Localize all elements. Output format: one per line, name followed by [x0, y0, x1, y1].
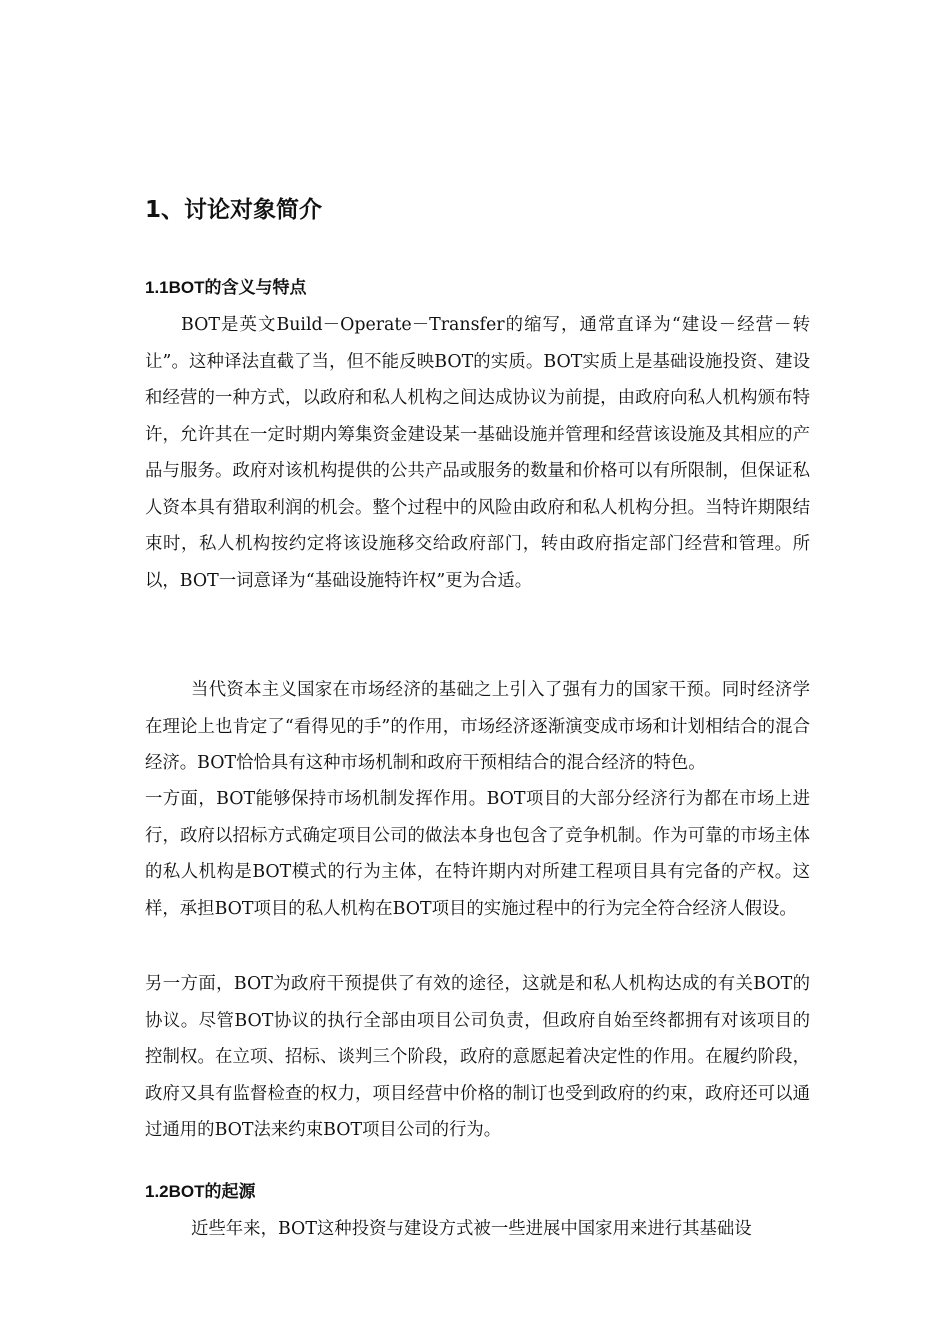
- paragraph-mixed-economy: 当代资本主义国家在市场经济的基础之上引入了强有力的国家干预。同时经济学在理论上也肯定了“看得见的手”的作用，市场经济逐渐演变成市场和计划相结合的混合经济。BOT恰恰具有这种市场机制和政府干预相结合的混合经济的特色。: [145, 680, 810, 773]
- subsection-heading-bot-meaning: 1.1BOT的含义与特点: [145, 278, 307, 297]
- section-title: 1、讨论对象简介: [145, 197, 323, 223]
- paragraph-market-mechanism: 一方面，BOT能够保持市场机制发挥作用。BOT项目的大部分经济行为都在市场上进行，政府以招标方式确定项目公司的做法本身也包含了竞争机制。作为可靠的市场主体的私人机构是BOT模式的行为主体，在特许期内对所建工程项目具有完备的产权。这样，承担BOT项目的私人机构在BOT项目的实施过程中的行为完全符合经济人假设。: [145, 789, 810, 919]
- subsection-heading-bot-origin: 1.2BOT的起源: [145, 1182, 256, 1201]
- paragraph-bot-origin: 近些年来，BOT这种投资与建设方式被一些进展中国家用来进行其基础设: [191, 1219, 752, 1239]
- paragraph-government-intervention: 另一方面，BOT为政府干预提供了有效的途径，这就是和私人机构达成的有关BOT的协议。尽管BOT协议的执行全部由项目公司负责，但政府自始至终都拥有对该项目的控制权。在立项、招标、谈判三个阶段，政府的意愿起着决定性的作用。在履约阶段，政府又具有监督检查的权力，项目经营中价格的制订也受到政府的约束，政府还可以通过通用的BOT法来约束BOT项目公司的行为。: [145, 974, 810, 1140]
- paragraph-bot-definition: BOT是英文Build－Operate－Transfer的缩写，通常直译为“建设－经营－转让”。这种译法直截了当，但不能反映BOT的实质。BOT实质上是基础设施投资、建设和经营的一种方式，以政府和私人机构之间达成协议为前提，由政府向私人机构颁布特许，允许其在一定时期内筹集资金建设某一基础设施并管理和经营该设施及其相应的产品与服务。政府对该机构提供的公共产品或服务的数量和价格可以有所限制，但保证私人资本具有猎取利润的机会。整个过程中的风险由政府和私人机构分担。当特许期限结束时，私人机构按约定将该设施移交给政府部门，转由政府指定部门经营和管理。所以，BOT一词意译为“基础设施特许权”更为合适。: [145, 315, 810, 591]
